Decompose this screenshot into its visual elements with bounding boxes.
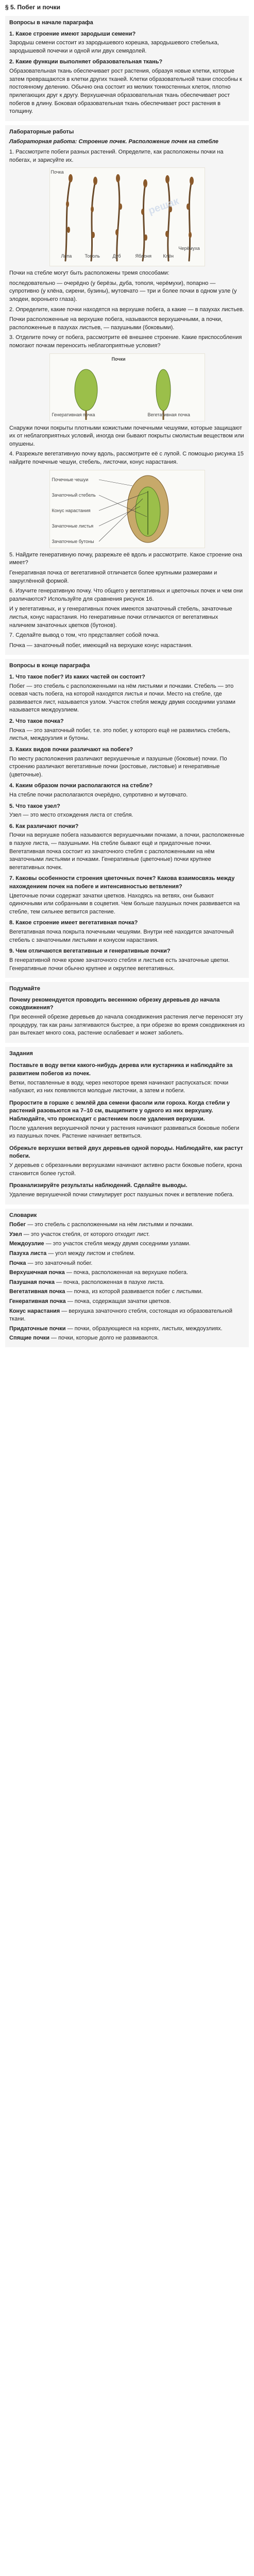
fig1-label-2: Дуб — [112, 253, 121, 259]
post-q4: 4. Каким образом почки располагаются на стебле? — [9, 783, 153, 789]
lab-step-9: 5. Найдите генеративную почку, разрежьте её вдоль и рассмотрите. Какое строение она имеет? — [9, 551, 242, 566]
pre-q2: 2. Какие функции выполняет образовательная ткань? — [9, 59, 163, 65]
post-questions — [5, 659, 249, 978]
post-a3: По месту расположения различают верхушечные и пазушные (боковые) почки. По строению различают вегетативные почки (ростовые, листовые) и генеративные (цветочные). — [9, 755, 227, 778]
glossary-term: Верхушечная почка — [9, 1269, 65, 1276]
lab-step-5: Почки расположенные на верхушке побега, называются верхушечными, а почки, расположенные в пазухах листьев, — пазушными (боковыми). — [9, 316, 223, 331]
fig1-label-bud: Почка — [50, 170, 64, 175]
task-3-title: Обрежьте верхушки ветвей двух деревьев одной породы. Наблюдайте, как растут побеги. — [9, 1145, 243, 1160]
glossary-def: — почка, содержащая зачатки цветков. — [67, 1298, 171, 1305]
buds-illustration — [50, 354, 205, 421]
pre-questions — [5, 16, 249, 121]
glossary-def: — почка, расположенная на верхушке побега. — [66, 1269, 188, 1276]
glossary-item — [9, 1260, 245, 1268]
glossary-term: Спящие почки — [9, 1335, 49, 1342]
watermark: решак — [146, 195, 180, 217]
glossary-def: — это участок стебля между двумя соседними узлами. — [45, 1241, 191, 1247]
lab-step-12: И у вегетативных, и у генеративных почек имеются зачаточный стебель, зачаточные листья, конус нарастания. Но генеративные почки отличаются от вегетативных наличием зачаточных цветков (бутонов). — [9, 606, 232, 629]
glossary-term: Пазуха листа — [9, 1250, 47, 1257]
glossary-heading: Словарик — [9, 1212, 37, 1218]
page-title: § 5. Побег и почки — [5, 4, 61, 11]
glossary-section — [5, 1209, 249, 1348]
glossary-item — [9, 1231, 245, 1239]
post-a7: Цветочные почки содержат зачатки цветков. Находясь на ветвях, они бывают одиночными или собранными в соцветия. Чем больше пазушных почек развивается на стебле, тем сильнее ветвится растение. — [9, 892, 240, 915]
glossary-def: — почка, из которой развивается побег с листьями. — [66, 1289, 203, 1295]
glossary-def: — угол между листом и стеблем. — [48, 1250, 136, 1257]
task-1-title: Поставьте в воду ветки какого-нибудь дерева или кустарника и наблюдайте за развитием побегов из почек. — [9, 1062, 233, 1077]
glossary-def: — почки, которые долго не развиваются. — [51, 1335, 159, 1342]
lab-step-2: Почки на стебле могут быть расположены тремя способами: — [9, 270, 170, 277]
think-q: Почему рекомендуется проводить весеннюю обрезку деревьев до начала сокодвижения? — [9, 996, 220, 1011]
glossary-item — [9, 1298, 245, 1306]
glossary-term: Междоузлие — [9, 1241, 44, 1247]
fig1-label-4: Клён — [163, 253, 174, 259]
lab-step-3: последовательно — очерёдно (у берёзы, дуба, тополя, черёмухи), попарно — супротивно (у клёна, сирени, бузины), мутовчато — три и более почки в одном узле (у элодеи, вороньего глаза). — [9, 280, 237, 302]
fig2-title: Почки — [111, 356, 126, 362]
lab-section — [5, 125, 249, 655]
post-a4: На стебле почки располагаются очерёдно, супротивно и мутовчато. — [9, 791, 188, 798]
fig3-label-2: Конус нарастания — [52, 507, 91, 513]
post-q6: 6. Как различают почки? — [9, 823, 79, 829]
pre-a2: Образовательная ткань обеспечивает рост растения, образуя новые клетки, которые затем превращаются в клетки других тканей. Клетки образовательной ткани способны к постоянному делению. Обычно она состоит из мелких тонкостенных клеток, плотно прилегающих друг к другу. Верхушечная образовательная ткань обеспечивает рост побегов в длину. Боковая образовательная ткань обеспечивает рост растения в толщину. — [9, 68, 242, 115]
glossary-term: Вегетативная почка — [9, 1289, 65, 1295]
post-q2: 2. Что такое почка? — [9, 718, 64, 725]
post-a5: Узел — это место отхождения листа от стебля. — [9, 812, 133, 819]
post-a2: Почка — это зачаточный побег, т.е. это побег, у которого ещё не развились стебель, листья, междоузлия и бутоны. — [9, 727, 231, 742]
task-4-title: Проанализируйте результаты наблюдений. Сделайте выводы. — [9, 1182, 188, 1189]
lab-step-7: Снаружи почки покрыты плотными кожистыми почечными чешуями, которые защищают их от неблагоприятных условий, иногда они бывают покрыты смолистым веществом или опушены. — [9, 425, 244, 447]
glossary-item — [9, 1288, 245, 1296]
glossary-def: — это зачаточный побег. — [27, 1260, 93, 1266]
fig1-label-0: Липа — [61, 253, 72, 259]
fig1-label-3: Яблоня — [135, 253, 151, 259]
post-q8: 8. Какое строение имеет вегетативная почка? — [9, 920, 138, 926]
task-2-answer: После удаления верхушечной почки у растения начинают развиваться боковые побеги из пазушных почек. Растение начинает ветвиться. — [9, 1125, 240, 1140]
glossary-item — [9, 1325, 245, 1333]
glossary-term: Почка — [9, 1260, 26, 1266]
think-heading: Подумайте — [9, 986, 40, 992]
glossary-def: — почки, образующиеся на корнях, листьях, междоузлиях. — [67, 1325, 223, 1332]
glossary-item — [9, 1250, 245, 1258]
post-a1: Побег — это стебель с расположенными на нём листьями и почками. Стебель — это осевая часть побега, на которой находятся листья и почки. Место на стебле, где развивается лист, называется узлом. Участок стебля между двумя соседними узлами называется междоузлием. — [9, 683, 235, 714]
glossary-term: Побег — [9, 1222, 26, 1228]
lab-step-4: 2. Определите, какие почки находятся на верхушке побега, а какие — в пазухах листьев. — [9, 306, 244, 313]
lab-step-1: 1. Рассмотрите побеги разных растений. Определите, как расположены почки на побегах, и зарисуйте их. — [9, 148, 224, 163]
post-a8: Вегетативная почка покрыта почечными чешуями. Внутри неё находится зачаточный стебель с зачаточными листьями и конусом нарастания. — [9, 929, 234, 943]
glossary-term: Генеративная почка — [9, 1298, 66, 1305]
fig3-label-3: Зачаточные листья — [52, 523, 94, 529]
pre-q1: 1. Какое строение имеют зародыши семени? — [9, 30, 136, 37]
lab-step-11: 6. Изучите генеративную почку. Что общего у вегетативных и цветочных почек и чем они различаются? Используйте для сравнения рисунок 16. — [9, 588, 243, 602]
glossary-def: — это стебель с расположенными на нём листьями и почками. — [27, 1222, 194, 1228]
post-q7: 7. Каковы особенности строения цветочных почек? Какова взаимосвязь между нахождением почек на побеге и интенсивностью ветвления? — [9, 875, 235, 890]
pre-a1: Зародыш семени состоит из зародышевого корешка, зародышевого стебелька, зародышевой почечки и одной или двух семядолей. — [9, 40, 219, 54]
glossary-item — [9, 1279, 245, 1287]
glossary-def: — это участок стебля, от которого отходит лист. — [23, 1231, 150, 1238]
fig3-label-1: Зачаточный стебель — [52, 492, 96, 498]
post-q3: 3. Каких видов почки различают на побеге? — [9, 746, 133, 753]
glossary-term: Узел — [9, 1231, 22, 1238]
lab-step-10: Генеративная почка от вегетативной отличается более крупными размерами и закруглённой формой. — [9, 569, 217, 584]
fig2-label-0: Генеративная почка — [52, 412, 95, 417]
glossary-term: Пазушная почка — [9, 1279, 55, 1285]
buds-figure — [49, 353, 205, 421]
tasks-heading: Задания — [9, 1050, 33, 1057]
lab-step-14: Почка — зачаточный побег, имеющий на верхушке конус нарастания. — [9, 642, 193, 649]
post-q1: 1. Что такое побег? Из каких частей он состоит? — [9, 674, 145, 681]
task-1-answer: Ветки, поставленные в воду, через некоторое время начинают распускаться: почки набухают, из них появляются молодые листочки, а затем и побеги. — [9, 1079, 229, 1094]
glossary-item — [9, 1334, 245, 1343]
glossary-term: Конус нарастания — [9, 1308, 60, 1314]
think-a: При весенней обрезке деревьев до начала сокодвижения растения легче переносят эту процедуру, так как раны затягиваются быстрее, а при обрезке во время сокодвижения из ран вытекает много сока, растение ослабевает и может заболеть. — [9, 1013, 245, 1037]
task-2-title: Проростите в горшке с землёй два семени фасоли или гороха. Когда стебли у растений разовьются на 7–10 см, выщипните у одного из них верхушку. Наблюдайте, что происходит с растением после удаления верхушки. — [9, 1099, 230, 1123]
bud-section-figure — [49, 470, 205, 548]
glossary-item — [9, 1240, 245, 1248]
fig3-label-0: Почечные чешуи — [52, 477, 89, 482]
fig3-label-4: Зачаточные бутоны — [52, 538, 94, 544]
glossary-def: — почка, расположенная в пазухе листа. — [56, 1279, 164, 1285]
task-4-answer: Удаление верхушечной почки стимулирует рост пазушных почек и ветвление побега. — [9, 1191, 234, 1198]
fig1-label-1: Тополь — [84, 253, 100, 259]
glossary-item — [9, 1269, 245, 1277]
pre-heading: Вопросы в начале параграфа — [9, 20, 93, 26]
glossary-term: Придаточные почки — [9, 1325, 66, 1332]
branches-figure — [49, 167, 205, 266]
fig2-label-1: Вегетативная почка — [147, 412, 190, 417]
glossary-item — [9, 1221, 245, 1229]
lab-step-6: 3. Отделите почку от побега, рассмотрите её внешнее строение. Какие приспособления помогают почкам переносить неблагоприятные условия? — [9, 334, 242, 349]
lab-step-8: 4. Разрежьте вегетативную почку вдоль, рассмотрите её с лупой. С помощью рисунка 15 найдите почечные чешуи, стебель, листочки, конус нарастания. — [9, 451, 244, 466]
post-a9: В генеративной почке кроме зачаточного стебля и листьев есть зачаточные цветки. Генеративные почки обычно крупнее и округлее вегетативных. — [9, 957, 230, 972]
lab-subheading: Лабораторная работа: Строение почек. Расположение почек на стебле — [9, 139, 218, 145]
lab-step-13: 7. Сделайте вывод о том, что представляет собой почка. — [9, 632, 160, 639]
tasks-section — [5, 1047, 249, 1205]
post-a6: Почки на верхушке побега называются верхушечными почками, а почки, расположенные в пазухе листа, — пазушными. На стебле бывают ещё и придаточные почки. Вегетативная почка состоит из зачаточного стебля с расположенными на нём зачаточными листьями и почками. Генеративные (цветочные) почки крупнее вегетативных почек. — [9, 832, 245, 871]
post-q5: 5. Что такое узел? — [9, 803, 60, 809]
lab-heading: Лабораторные работы — [9, 128, 74, 135]
think-section — [5, 982, 249, 1043]
task-3-answer: У деревьев с обрезанными верхушками начинают активно расти боковые побеги, крона становится более густой. — [9, 1162, 242, 1177]
glossary-def: — верхушка зачаточного стебля, состоящая из образовательной ткани. — [9, 1308, 233, 1323]
glossary-item — [9, 1308, 245, 1324]
post-heading: Вопросы в конце параграфа — [9, 663, 90, 669]
fig1-label-5: Черёмуха — [178, 246, 200, 251]
post-q9: 9. Чем отличаются вегетативные и генеративные почки? — [9, 948, 171, 955]
